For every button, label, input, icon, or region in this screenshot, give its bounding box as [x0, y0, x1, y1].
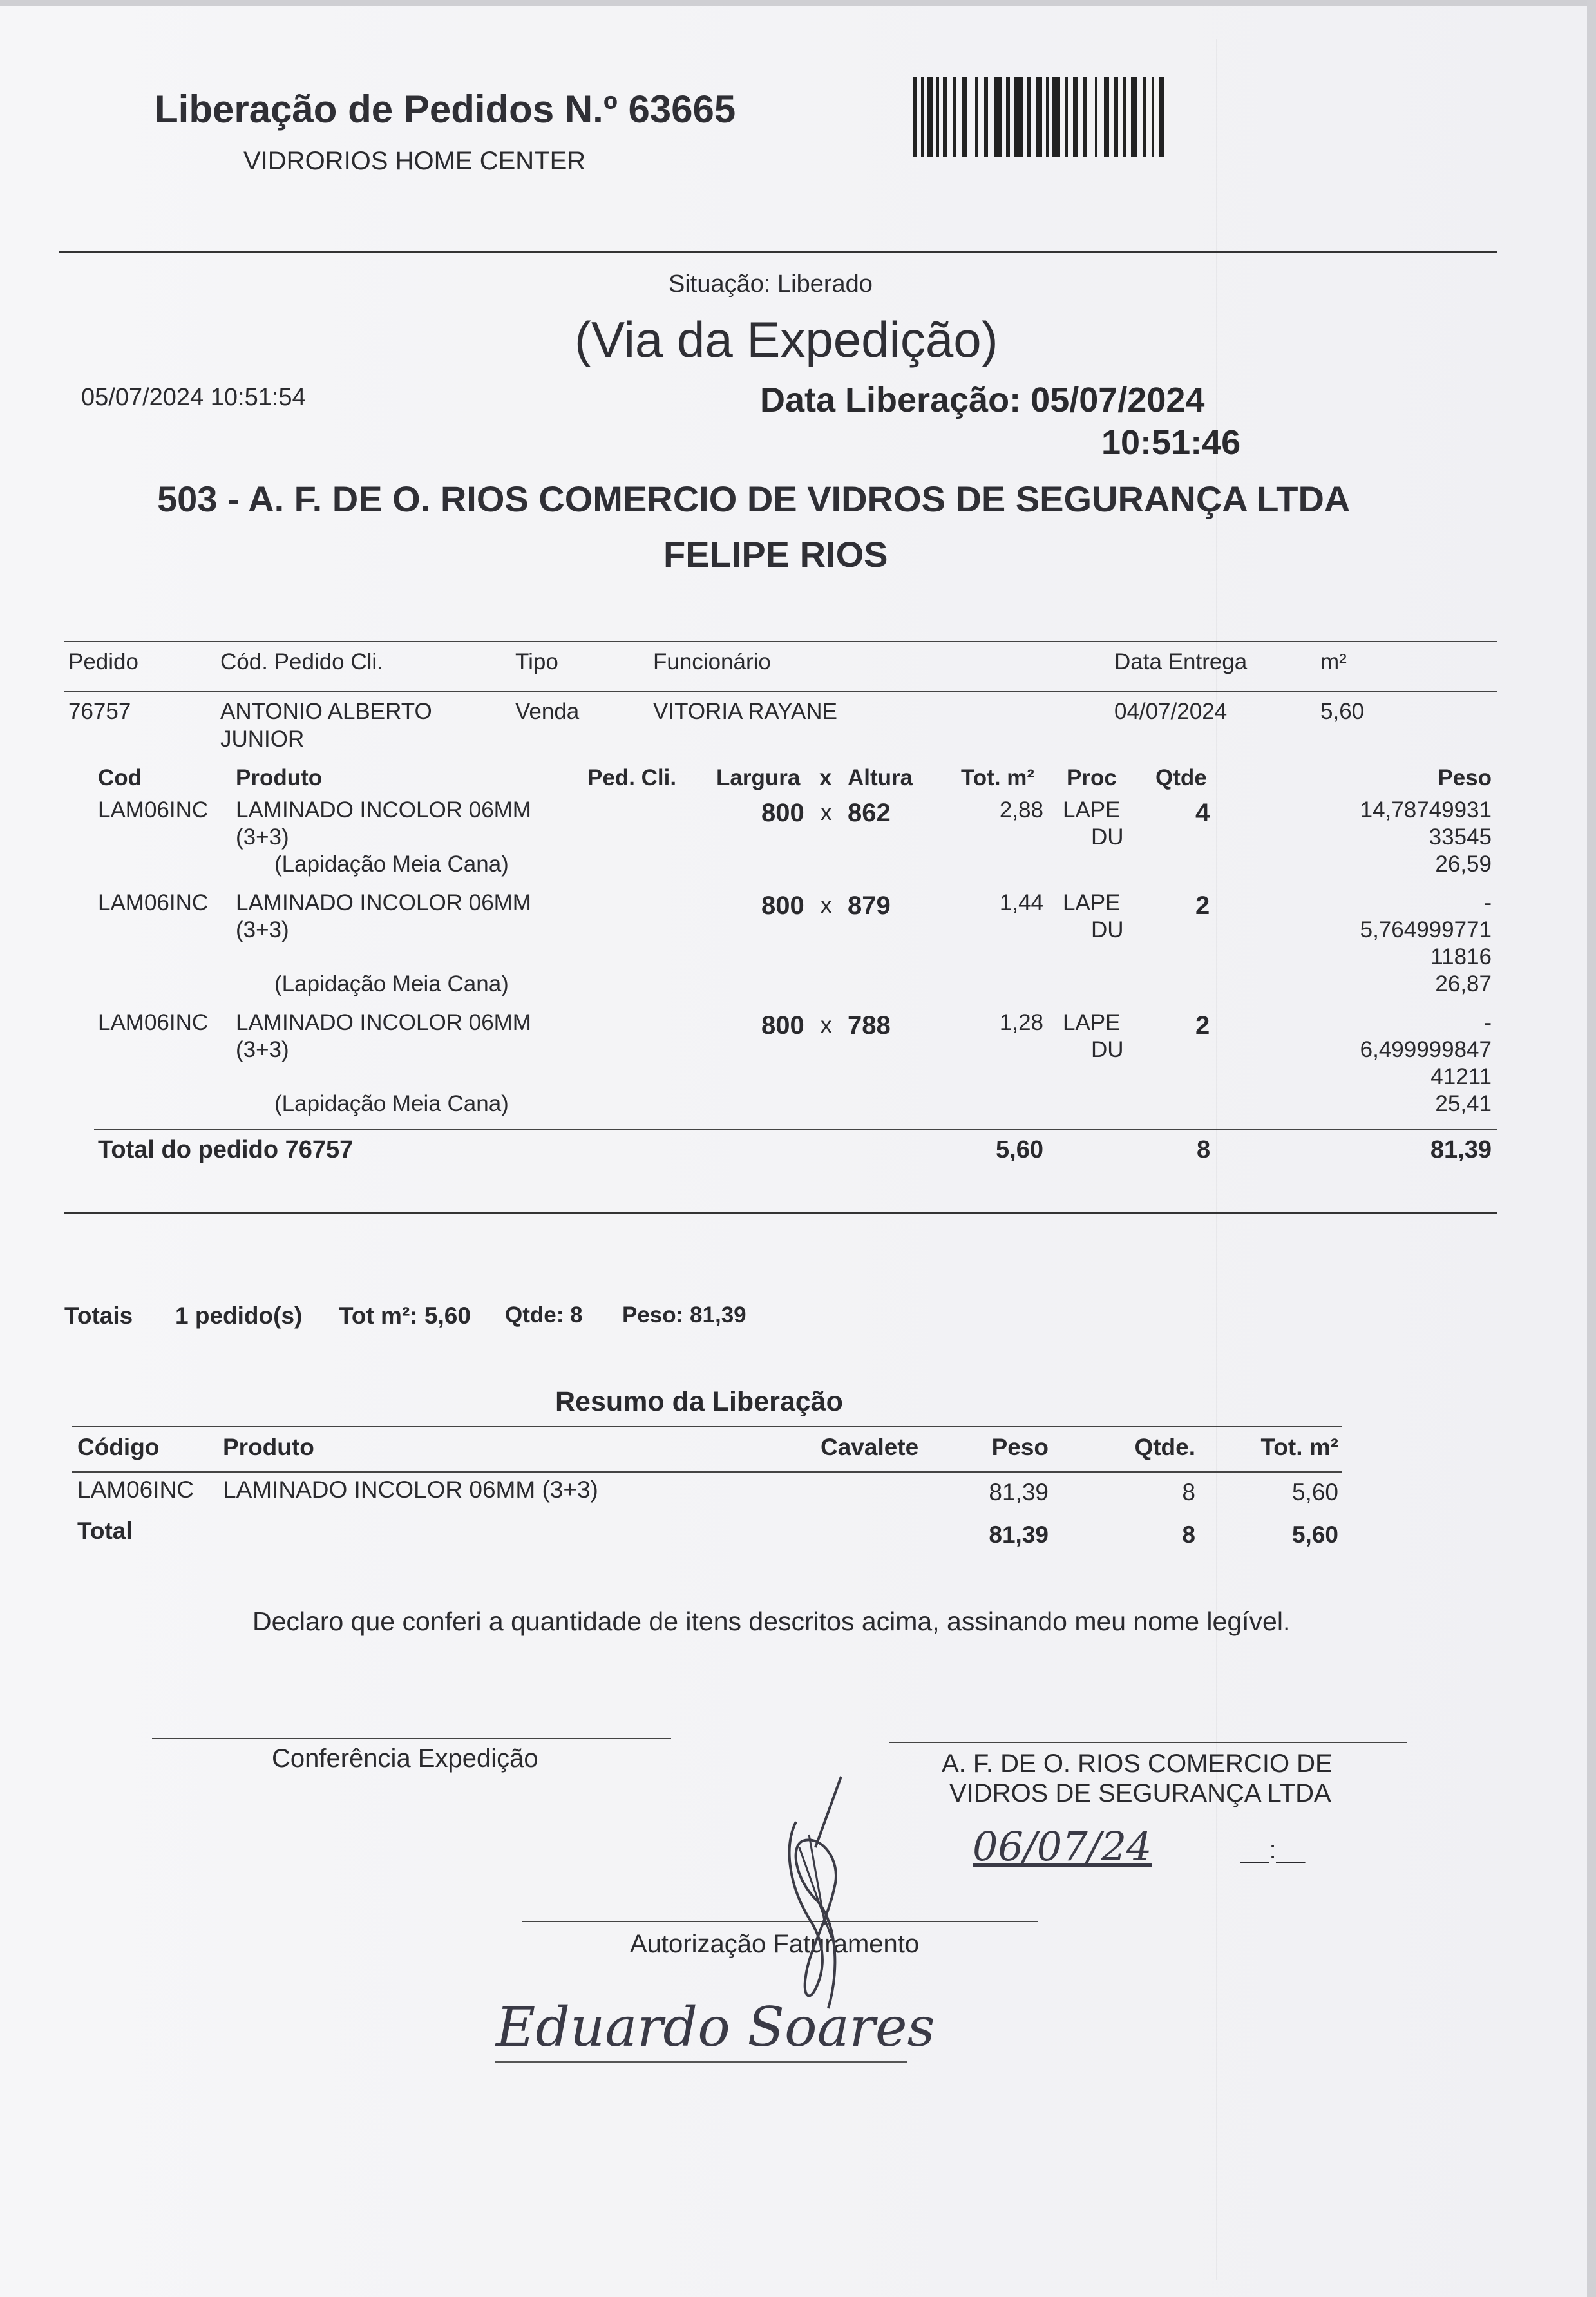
totals-quantity: Qtde: 8	[505, 1302, 583, 1328]
item-width: 800	[761, 799, 804, 827]
summary-title: Resumo da Liberação	[555, 1386, 843, 1417]
signature-line-left	[152, 1738, 671, 1739]
items-col-produto: Produto	[236, 765, 323, 790]
summary-row-peso: 81,39	[989, 1479, 1049, 1505]
client-contact: FELIPE RIOS	[663, 534, 888, 575]
company-name: VIDRORIOS HOME CENTER	[243, 147, 586, 175]
order-total-weight: 81,39	[1430, 1136, 1492, 1163]
item-product-1: LAMINADO INCOLOR 06MM	[236, 1010, 531, 1035]
item-weight-1: 6,499999847	[1360, 1037, 1492, 1062]
col-header-tipo: Tipo	[515, 649, 558, 674]
item-product-2: (3+3)	[236, 917, 289, 942]
item-process-2: DU	[1091, 1037, 1124, 1062]
declaration-text: Declaro que conferi a quantidade de itens descritos acima, assinando meu nome legível.	[252, 1606, 1291, 1636]
items-col-proc: Proc	[1067, 765, 1117, 790]
order-number: 76757	[68, 699, 131, 724]
order-employee: VITORIA RAYANE	[653, 699, 837, 724]
items-col-altura: Altura	[848, 765, 913, 790]
summary-top-divider	[72, 1426, 1342, 1427]
document-title: Liberação de Pedidos N.º 63665	[155, 88, 736, 131]
client-order-code-2: JUNIOR	[220, 727, 305, 752]
print-datetime: 05/07/2024 10:51:54	[81, 384, 306, 411]
item-finish: (Lapidação Meia Cana)	[274, 1091, 509, 1116]
item-product-2: (3+3)	[236, 824, 289, 850]
item-quantity: 2	[1195, 891, 1210, 920]
items-col-x: x	[819, 765, 832, 790]
col-header-pedido: Pedido	[68, 649, 138, 674]
item-process-1: LAPE	[1063, 1010, 1121, 1035]
order-area: 5,60	[1320, 699, 1365, 724]
release-date-value: 05/07/2024	[1031, 381, 1205, 419]
summary-row-produto: LAMINADO INCOLOR 06MM (3+3)	[223, 1476, 598, 1503]
signature-label-left: Conferência Expedição	[272, 1744, 538, 1773]
item-finish: (Lapidação Meia Cana)	[274, 971, 509, 996]
totals-orders: 1 pedido(s)	[175, 1302, 303, 1329]
item-weight-3: 26,59	[1435, 852, 1492, 877]
col-header-m2: m²	[1320, 649, 1347, 674]
scan-border-right	[1587, 0, 1596, 2297]
item-product-1: LAMINADO INCOLOR 06MM	[236, 797, 531, 823]
summary-row-qtde: 8	[1182, 1479, 1195, 1505]
item-process-1: LAPE	[1063, 890, 1121, 915]
item-weight-2: 33545	[1429, 824, 1492, 850]
handwritten-name: Eduardo Soares	[496, 1996, 935, 2059]
item-quantity: 2	[1195, 1011, 1210, 1040]
summary-total-area: 5,60	[1291, 1521, 1338, 1548]
item-area: 1,44	[999, 890, 1043, 915]
summary-col-produto: Produto	[223, 1434, 314, 1460]
scan-border-top	[0, 0, 1596, 6]
order-table-header-divider	[64, 691, 1497, 692]
release-time: 10:51:46	[1101, 423, 1241, 462]
barcode-image	[913, 77, 1166, 157]
item-weight-dash: -	[1484, 890, 1492, 915]
summary-col-peso: Peso	[991, 1434, 1049, 1460]
items-col-peso: Peso	[1438, 765, 1492, 790]
item-weight-3: 25,41	[1435, 1091, 1492, 1116]
items-col-tot-m2: Tot. m²	[961, 765, 1035, 790]
items-col-cod: Cod	[98, 765, 142, 790]
client-order-code-1: ANTONIO ALBERTO	[220, 699, 432, 724]
signature-label-right-2: VIDROS DE SEGURANÇA LTDA	[949, 1779, 1331, 1807]
totals-area: Tot m²: 5,60	[339, 1302, 471, 1329]
item-weight-dash: -	[1484, 1010, 1492, 1035]
items-section-divider	[64, 1212, 1497, 1214]
col-header-cod-pedido-cli: Cód. Pedido Cli.	[220, 649, 383, 674]
col-header-data-entrega: Data Entrega	[1114, 649, 1248, 674]
item-code: LAM06INC	[98, 1010, 209, 1035]
order-total-quantity: 8	[1197, 1136, 1211, 1163]
item-product-2: (3+3)	[236, 1037, 289, 1062]
item-width: 800	[761, 1011, 804, 1040]
time-placeholder: __:__	[1240, 1836, 1306, 1864]
summary-col-qtde: Qtde.	[1134, 1434, 1195, 1460]
summary-col-codigo: Código	[77, 1434, 160, 1460]
item-product-1: LAMINADO INCOLOR 06MM	[236, 890, 531, 915]
item-weight-1: 5,764999771	[1360, 917, 1492, 942]
items-col-qtde: Qtde	[1155, 765, 1207, 790]
client-name: 503 - A. F. DE O. RIOS COMERCIO DE VIDROS DE SEGURANÇA LTDA	[157, 479, 1351, 519]
item-height: 879	[848, 891, 891, 920]
order-total-divider	[94, 1129, 1497, 1130]
item-code: LAM06INC	[98, 797, 209, 823]
totals-weight: Peso: 81,39	[622, 1302, 746, 1328]
item-weight-1: 14,78749931	[1360, 797, 1492, 823]
item-weight-3: 26,87	[1435, 971, 1492, 996]
summary-total-qtde: 8	[1182, 1521, 1195, 1548]
item-x: x	[821, 893, 832, 918]
summary-row-area: 5,60	[1291, 1479, 1338, 1505]
status-text: Situação: Liberado	[669, 271, 873, 298]
col-header-funcionario: Funcionário	[653, 649, 771, 674]
item-area: 2,88	[999, 797, 1043, 823]
release-label: Data Liberação:	[760, 381, 1021, 419]
item-area: 1,28	[999, 1010, 1043, 1035]
order-total-label: Total do pedido 76757	[98, 1136, 354, 1163]
summary-row-codigo: LAM06INC	[77, 1476, 194, 1503]
item-process-2: DU	[1091, 824, 1124, 850]
item-process-2: DU	[1091, 917, 1124, 942]
items-col-ped-cli: Ped. Cli.	[587, 765, 677, 790]
item-x: x	[821, 1013, 832, 1038]
item-weight-2: 11816	[1430, 944, 1492, 969]
item-height: 862	[848, 799, 891, 827]
item-weight-2: 41211	[1430, 1064, 1492, 1089]
signature-label-right-1: A. F. DE O. RIOS COMERCIO DE	[942, 1749, 1333, 1778]
totals-label: Totais	[64, 1302, 133, 1329]
item-x: x	[821, 800, 832, 825]
item-width: 800	[761, 891, 804, 920]
handwritten-date: 06/07/24	[973, 1823, 1152, 1870]
summary-col-tot-m2: Tot. m²	[1260, 1434, 1338, 1460]
summary-total-label: Total	[77, 1518, 133, 1544]
release-date	[760, 380, 1204, 420]
order-total-area: 5,60	[996, 1136, 1043, 1163]
summary-header-divider	[72, 1471, 1342, 1473]
header-divider	[59, 251, 1497, 253]
summary-col-cavalete: Cavalete	[821, 1434, 919, 1460]
signature-label-auth: Autorização Faturamento	[630, 1930, 920, 1958]
order-delivery-date: 04/07/2024	[1114, 699, 1228, 724]
item-code: LAM06INC	[98, 890, 209, 915]
item-quantity: 4	[1195, 799, 1210, 827]
paper-fold	[1216, 39, 1217, 2280]
signature-line-right	[889, 1742, 1407, 1743]
order-type: Venda	[515, 699, 580, 724]
order-table-top	[64, 641, 1497, 642]
items-col-largura: Largura	[716, 765, 801, 790]
item-height: 788	[848, 1011, 891, 1040]
signature-scribble	[770, 1770, 854, 2015]
item-process-1: LAPE	[1063, 797, 1121, 823]
item-finish: (Lapidação Meia Cana)	[274, 852, 509, 877]
copy-type: (Via da Expedição)	[575, 311, 998, 368]
summary-total-peso: 81,39	[989, 1521, 1049, 1548]
handwritten-name-underline	[495, 2061, 907, 2063]
